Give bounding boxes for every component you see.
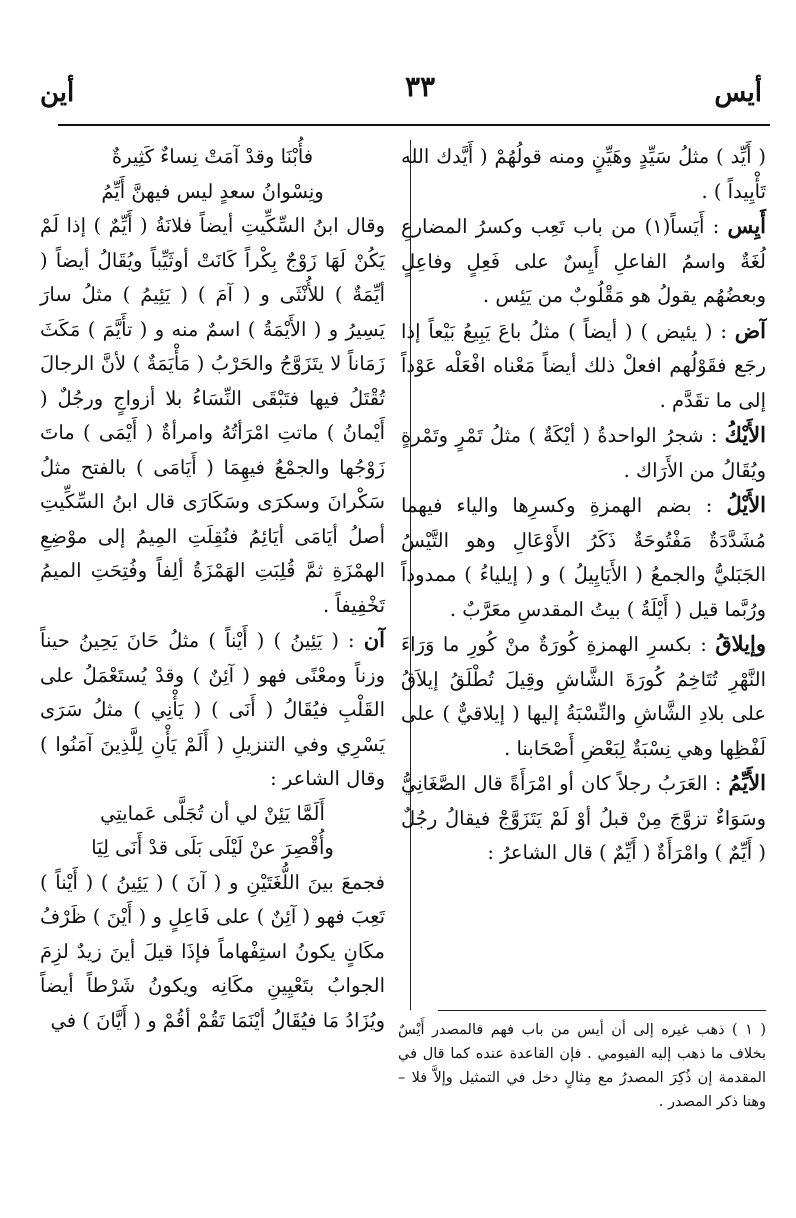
entry-definition: : بضم الهمزةِ وكسرِها والياء فيهما مُشَدَّدَةٌ مَفْتُوحَةٌ ذَكَرُ الأَوْعَالِ وهو التَّيْسُ الجَبَليُّ والجمعُ ( الأَيَايِيلُ ) و ( إيلياءُ ) ممدوداً ورُبَّما قيل ( أَيْلَةُ ) بيتُ المقدسِ معَرَّبٌ .: [401, 494, 766, 621]
verse-line: ونِسْوانُ سعدٍ ليس فيهنَّ أَيِّمُ: [101, 179, 324, 203]
running-headword-left: أين: [40, 78, 75, 108]
entry-definition: : أَيَساً(١) من باب تَعِب وكسرُ المضارعِ لُغَةٌ واسمُ الفاعلِ أَيِسٌ على فَعِلٍ وفاعِلٍ وبعضُهُم يقولُ هو مَقْلُوبٌ من يَئِس .: [401, 215, 766, 307]
entry-headword: الأَيْلُ: [726, 492, 767, 517]
dictionary-entry: [401, 418, 766, 488]
verse-line: وأُقْصِرَ عنْ لَيْلَى بَلَى قدْ أَنَى لِيَا: [91, 836, 334, 859]
dictionary-entry: [401, 488, 766, 627]
entry-definition: : بكسرِ الهمزةِ كُورَةٌ منْ كُورِ ما وَرَاءَ النَّهْرِ تُتَاخِمُ كُورَةَ الشَّاشِ وقِيلَ تُطْلَقُ إيلاَقُ على بلادِ الشَّاشِ والنِّسْبَةُ إليها ( إيلاقيٌّ ) على لَفْظِها وهي نِسْبَةٌ لِبَعْضِ أَصْحَابنا .: [401, 633, 766, 760]
header-rule: [58, 124, 770, 126]
right-column: [401, 140, 766, 871]
dictionary-entry: [40, 623, 385, 797]
running-headword-right: أيس: [714, 78, 762, 108]
entry-headword: الأَيْكُ: [724, 422, 766, 447]
paragraph: ( أَيِّد ) مثلُ سَيِّدٍ وهَيِّنٍ ومنه قولُهُمْ ( أَيَّدك الله تَأْيِيداً ) .: [401, 145, 766, 203]
page-number: ٣٣: [404, 70, 436, 103]
page-header: [40, 70, 762, 118]
entry-headword: أَيِس: [727, 213, 766, 238]
footnote-rule: [438, 1010, 766, 1011]
entry-definition: : ( يئيض ) ( أيضاً ) مثلُ باعَ يَبِيعُ بَيْعاً إذا رجَع فقَوْلُهم افعلْ ذلك أيضاً مَعْناه افْعَلْه عَوْداً إلى ما تقَدَّم .: [401, 319, 766, 412]
dictionary-entry: [401, 209, 766, 314]
entry-headword: وإيلاقُ: [715, 631, 766, 656]
dictionary-entry: [401, 314, 766, 419]
left-column: [40, 140, 385, 1038]
dictionary-entry: [401, 766, 766, 871]
entry-headword: الأَيِّمُ: [728, 770, 766, 795]
paragraph: وقال ابنُ السِّكِّيتِ أيضاً فلانَةُ ( أَيِّمٌ ) إذا لَمْ يَكُنْ لَهَا زَوْجٌ بِكْراً كَانَتْ أوثَيِّباً ويُقَالُ أيضاً ( أيِّمَةٌ ) للأُنْثَى و ( آمَ ) ( يَئِيمُ ) مثلُ سارَ يَسِيرُ و ( الأَيْمَةُ ) اسمٌ منه و ( تأَيَّمَ ) مَكَثَ زَمَاناً لا يتَزَوَّجُ والحَرْبُ ( مَأْيَمَةٌ ) لأنَّ الرجالَ تُقْتَلُ فيها فتَبْقَى النِّسَاءُ بلا أزواجٍ ورجُلٌ ( أَيْمانُ ) ماتتِ امْرَأتُهُ وامرأةٌ ( أَيْمَى ) ماتَ زَوْجُها والجمْعُ فيهِمَا ( أَيَامَى ) بالفتح مثلُ سَكْرانَ وسكرَى وسَكَارَى قال ابنُ السِّكِّيتِ أصلُ أيَامَى أيَائِمُ فنُقِلَتِ المِيمُ إلى موْضِعِ الهمْزَةِ ثمَّ قُلِبَتِ الهَمْزَةُ ألِفاً وفُتِحَتِ الميمُ تَخْفِيفاً .: [40, 214, 385, 617]
footnote: [398, 1018, 766, 1114]
paragraph: فجمعَ بينَ اللُّغَتَيْنِ و ( آنَ ) ( يَئِينُ ) ( أَيْناً ) تَعِبَ فهو ( آئِنٌ ) على فَاعِلٍ و ( أَيْنَ ) ظَرْفُ مكَانٍ يكونُ استِفْهاماً فإذَا قيلَ أينَ زيدٌ لزِمَ الجوابُ بتَعْيِينِ مكَانِه ويكونُ شَرْطاً أيضاً ويُزَادُ مَا فيُقَالُ أيْنَمَا تَقُمْ أقُمْ و ( أَيَّانَ ) في: [40, 870, 385, 1032]
footnote-text: ( ١ ) ذهب غيره إلى أن أيس من باب فهم فالمصدر أَيْسٌ بخلاف ما ذهب إليه الفيومي . فإن القاعدة عنده كما قال في المقدمة إن ذُكِرَ المصدرُ مع مِثالٍ دخل في التمثيل وإلاَّ فلا – وهنا ذكر المصدر .: [398, 1022, 766, 1110]
entry-headword: آض: [734, 317, 766, 343]
entry-definition: : شجرُ الواحدةُ ( أيْكَةٌ ) مثلُ تَمْرٍ وتَمْرةٍ ويُقَالُ من الأَرَاك .: [401, 424, 766, 482]
verse-line: فأُبْنَا وقدْ آمَتْ نِساءٌ كَثِيرةٌ: [111, 145, 314, 168]
dictionary-entry: [401, 627, 766, 766]
entry-definition: : ( يَئِينُ ) ( أَيْناً ) مثلُ حَانَ يَحِينُ حيناً وزناً ومعْنًى فهو ( آئِنٌ ) وقدْ يُستَعْمَلُ على القَلْبِ فيُقَالُ ( أَنَى ) ( يَأْنِي ) مثلُ سَرَى يَسْرِي وفي التنزيلِ ( أَلَمْ يَأْنِ لِلَّذِينَ آمَنُوا ) وقال الشاعر :: [40, 629, 385, 790]
entry-definition: : العَرَبُ رجلاً كان أو امْرَأَةً قال الصَّغَانِيُّ وسَوَاءٌ تزوَّجَ مِنْ قبلُ أوْ لَمْ يَتَزَوَّجْ فيقالُ رجُلٌ ( أَيِّمٌ ) وامْرَأَةٌ ( أَيِّمٌ ) قال الشاعرُ :: [401, 772, 766, 864]
verse-line: أَلَمَّا يَئِنْ لي أن تُجَلَّى عَمايتِي: [100, 801, 325, 825]
entry-headword: آن: [363, 627, 385, 652]
